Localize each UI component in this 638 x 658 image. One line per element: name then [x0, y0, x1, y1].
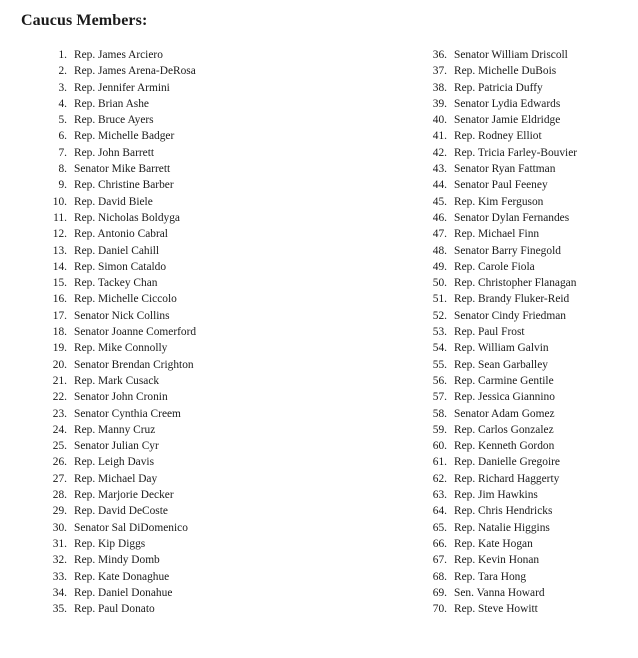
member-row	[46, 340, 196, 356]
member-number: 11.	[53, 211, 67, 224]
member-name: Senator Brendan Crighton	[74, 358, 194, 371]
member-name: Senator Sal DiDomenico	[74, 521, 188, 534]
member-number: 65.	[432, 521, 447, 534]
member-name: Rep. Rodney Elliot	[454, 130, 542, 143]
member-row	[426, 422, 577, 438]
member-number: 5.	[58, 114, 67, 127]
member-row	[426, 373, 577, 389]
member-row	[46, 438, 196, 454]
member-number: 60.	[432, 440, 447, 453]
member-row	[426, 454, 577, 470]
member-row	[46, 275, 196, 291]
member-row	[426, 601, 577, 617]
member-name: Rep. Tricia Farley-Bouvier	[454, 146, 578, 159]
member-name: Rep. Tara Hong	[454, 570, 527, 583]
member-name: Senator Barry Finegold	[454, 244, 561, 257]
member-name: Rep. Carlos Gonzalez	[454, 423, 554, 436]
member-row	[426, 324, 577, 340]
member-name: Senator Nick Collins	[74, 309, 170, 322]
member-number: 57.	[432, 391, 447, 404]
member-number: 10.	[52, 195, 67, 208]
member-number: 6.	[58, 130, 67, 143]
member-name: Rep. John Barrett	[74, 146, 155, 159]
member-row	[426, 585, 577, 601]
member-row	[426, 96, 577, 112]
member-number: 15.	[52, 277, 67, 290]
member-name: Senator Jamie Eldridge	[454, 114, 561, 127]
member-number: 42.	[432, 146, 447, 159]
member-name: Senator Adam Gomez	[454, 407, 555, 420]
member-name: Rep. David DeCoste	[74, 505, 168, 518]
member-number: 33.	[52, 570, 67, 583]
member-name: Rep. Michael Finn	[454, 228, 540, 241]
member-name: Rep. Kim Ferguson	[454, 195, 544, 208]
member-name: Rep. Richard Haggerty	[454, 472, 560, 485]
member-list-left	[46, 47, 196, 617]
member-row	[426, 210, 577, 226]
member-row	[46, 471, 196, 487]
member-name: Senator Cindy Friedman	[454, 309, 566, 322]
member-name: Rep. David Biele	[74, 195, 153, 208]
member-name: Rep. Sean Garballey	[454, 358, 548, 371]
member-row	[426, 177, 577, 193]
member-row	[46, 226, 196, 242]
member-name: Rep. Kenneth Gordon	[454, 440, 555, 453]
member-name: Senator Lydia Edwards	[454, 97, 561, 110]
member-row	[46, 585, 196, 601]
member-name: Rep. Chris Hendricks	[454, 505, 553, 518]
member-name: Rep. Jennifer Armini	[74, 81, 170, 94]
member-row	[46, 601, 196, 617]
member-row	[426, 520, 577, 536]
member-name: Rep. Michelle DuBois	[454, 65, 557, 78]
member-row	[426, 291, 577, 307]
member-row	[426, 471, 577, 487]
member-name: Rep. Antonio Cabral	[74, 228, 168, 241]
member-name: Senator Ryan Fattman	[454, 163, 556, 176]
member-row	[426, 80, 577, 96]
member-number: 68.	[432, 570, 447, 583]
member-name: Rep. Natalie Higgins	[454, 521, 550, 534]
member-row	[46, 324, 196, 340]
member-number: 46.	[432, 211, 447, 224]
member-row	[426, 194, 577, 210]
member-name: Rep. Mike Connolly	[74, 342, 168, 355]
member-number: 37.	[432, 65, 447, 78]
member-name: Rep. Tackey Chan	[74, 277, 158, 290]
member-number: 14.	[52, 260, 67, 273]
member-name: Rep. Nicholas Boldyga	[74, 211, 180, 224]
member-row	[426, 536, 577, 552]
member-name: Rep. Christopher Flanagan	[454, 277, 577, 290]
member-number: 67.	[432, 554, 447, 567]
member-number: 4.	[58, 97, 67, 110]
member-name: Rep. Daniel Donahue	[74, 586, 173, 599]
member-number: 40.	[432, 114, 447, 127]
member-name: Senator Cynthia Creem	[74, 407, 181, 420]
member-number: 39.	[432, 97, 447, 110]
member-name: Rep. Daniel Cahill	[74, 244, 160, 257]
member-row	[46, 422, 196, 438]
member-row	[46, 128, 196, 144]
member-row	[426, 275, 577, 291]
member-number: 48.	[432, 244, 447, 257]
member-number: 54.	[432, 342, 447, 355]
member-number: 53.	[432, 326, 447, 339]
member-name: Rep. Christine Barber	[74, 179, 174, 192]
member-name: Rep. Brandy Fluker-Reid	[454, 293, 570, 306]
member-name: Rep. William Galvin	[454, 342, 549, 355]
member-row	[46, 291, 196, 307]
member-name: Rep. Leigh Davis	[74, 456, 155, 469]
member-row	[426, 47, 577, 63]
member-row	[46, 47, 196, 63]
member-row	[426, 389, 577, 405]
member-number: 66.	[432, 537, 447, 550]
member-row	[46, 406, 196, 422]
member-number: 2.	[58, 65, 67, 78]
member-name: Rep. Kip Diggs	[74, 537, 146, 550]
member-name: Rep. Michelle Ciccolo	[74, 293, 177, 306]
member-row	[46, 145, 196, 161]
member-row	[426, 406, 577, 422]
member-name: Senator William Driscoll	[454, 49, 568, 61]
member-number: 20.	[52, 358, 67, 371]
member-name: Rep. Simon Cataldo	[74, 260, 167, 273]
member-number: 30.	[52, 521, 67, 534]
member-number: 7.	[58, 146, 67, 159]
member-name: Rep. Bruce Ayers	[74, 114, 154, 127]
member-name: Rep. Kate Donaghue	[74, 570, 170, 583]
member-number: 55.	[432, 358, 447, 371]
member-number: 27.	[52, 472, 67, 485]
member-number: 45.	[432, 195, 447, 208]
member-name: Rep. Paul Frost	[454, 326, 525, 339]
member-number: 9.	[58, 179, 67, 192]
member-name: Rep. Paul Donato	[74, 603, 155, 616]
member-number: 64.	[432, 505, 447, 518]
member-row	[426, 552, 577, 568]
member-number: 56.	[432, 374, 447, 387]
member-number: 25.	[52, 440, 67, 453]
member-name: Rep. Michael Day	[74, 472, 158, 485]
member-number: 1.	[58, 49, 67, 61]
member-number: 41.	[432, 130, 447, 143]
member-row	[426, 112, 577, 128]
member-number: 36.	[432, 49, 447, 61]
member-row	[46, 389, 196, 405]
member-name: Senator John Cronin	[74, 391, 168, 404]
member-number: 50.	[432, 277, 447, 290]
member-number: 47.	[432, 228, 447, 241]
member-row	[46, 63, 196, 79]
member-name: Senator Paul Feeney	[454, 179, 548, 192]
member-row	[426, 340, 577, 356]
member-name: Rep. Kevin Honan	[454, 554, 540, 567]
member-name: Rep. Danielle Gregoire	[454, 456, 560, 469]
member-number: 29.	[52, 505, 67, 518]
member-row	[426, 243, 577, 259]
member-row	[426, 145, 577, 161]
member-name: Rep. Mark Cusack	[74, 374, 160, 387]
member-number: 63.	[432, 489, 447, 502]
member-name: Rep. Steve Howitt	[454, 603, 538, 616]
member-number: 28.	[52, 489, 67, 502]
member-row	[426, 308, 577, 324]
member-number: 38.	[432, 81, 447, 94]
member-number: 21.	[52, 374, 67, 387]
member-number: 52.	[432, 309, 447, 322]
member-row	[46, 210, 196, 226]
member-number: 32.	[52, 554, 67, 567]
member-row	[46, 569, 196, 585]
page-heading: Caucus Members:	[21, 12, 148, 29]
member-row	[426, 438, 577, 454]
member-number: 22.	[52, 391, 67, 404]
member-name: Rep. Marjorie Decker	[74, 489, 174, 502]
member-number: 16.	[52, 293, 67, 306]
member-name: Rep. Brian Ashe	[74, 97, 149, 110]
member-number: 43.	[432, 163, 447, 176]
member-row	[426, 128, 577, 144]
member-row	[426, 161, 577, 177]
member-row	[46, 96, 196, 112]
member-name: Rep. Carmine Gentile	[454, 374, 554, 387]
member-name: Senator Julian Cyr	[74, 440, 159, 453]
member-row	[46, 520, 196, 536]
member-number: 13.	[52, 244, 67, 257]
member-name: Rep. Michelle Badger	[74, 130, 175, 143]
member-number: 31.	[52, 537, 67, 550]
member-number: 44.	[432, 179, 447, 192]
member-number: 3.	[58, 81, 67, 94]
member-number: 17.	[52, 309, 67, 322]
member-row	[426, 487, 577, 503]
member-number: 35.	[52, 603, 67, 616]
member-row	[426, 63, 577, 79]
member-name: Rep. Patricia Duffy	[454, 81, 543, 94]
member-number: 59.	[432, 423, 447, 436]
member-number: 69.	[432, 586, 447, 599]
member-row	[46, 161, 196, 177]
member-row	[46, 177, 196, 193]
member-name: Rep. James Arena-DeRosa	[74, 65, 196, 78]
member-row	[426, 259, 577, 275]
member-list-right	[426, 47, 577, 617]
member-number: 19.	[52, 342, 67, 355]
member-number: 49.	[432, 260, 447, 273]
member-row	[46, 536, 196, 552]
member-row	[46, 357, 196, 373]
member-name: Senator Mike Barrett	[74, 163, 171, 176]
member-row	[46, 373, 196, 389]
member-name: Senator Joanne Comerford	[74, 326, 197, 339]
member-row	[46, 503, 196, 519]
member-number: 61.	[432, 456, 447, 469]
member-row	[46, 112, 196, 128]
member-row	[426, 357, 577, 373]
member-number: 62.	[432, 472, 447, 485]
member-row	[46, 454, 196, 470]
member-number: 8.	[58, 163, 67, 176]
member-row	[46, 552, 196, 568]
member-name: Rep. Carole Fiola	[454, 260, 535, 273]
member-row	[426, 226, 577, 242]
member-row	[46, 194, 196, 210]
member-name: Sen. Vanna Howard	[454, 586, 545, 599]
member-number: 18.	[52, 326, 67, 339]
member-name: Rep. Jim Hawkins	[454, 489, 538, 502]
member-row	[426, 569, 577, 585]
member-number: 23.	[52, 407, 67, 420]
member-number: 58.	[432, 407, 447, 420]
member-row	[46, 308, 196, 324]
member-name: Rep. James Arciero	[74, 49, 163, 61]
member-row	[46, 259, 196, 275]
member-row	[46, 487, 196, 503]
member-number: 70.	[432, 603, 447, 616]
member-number: 24.	[52, 423, 67, 436]
member-name: Rep. Mindy Domb	[74, 554, 160, 567]
member-number: 26.	[52, 456, 67, 469]
member-name: Rep. Jessica Giannino	[454, 391, 555, 404]
member-name: Rep. Kate Hogan	[454, 537, 533, 550]
member-number: 12.	[52, 228, 67, 241]
member-name: Rep. Manny Cruz	[74, 423, 156, 436]
member-number: 51.	[432, 293, 447, 306]
member-row	[46, 243, 196, 259]
member-row	[46, 80, 196, 96]
member-row	[426, 503, 577, 519]
member-name: Senator Dylan Fernandes	[454, 211, 570, 224]
member-number: 34.	[52, 586, 67, 599]
